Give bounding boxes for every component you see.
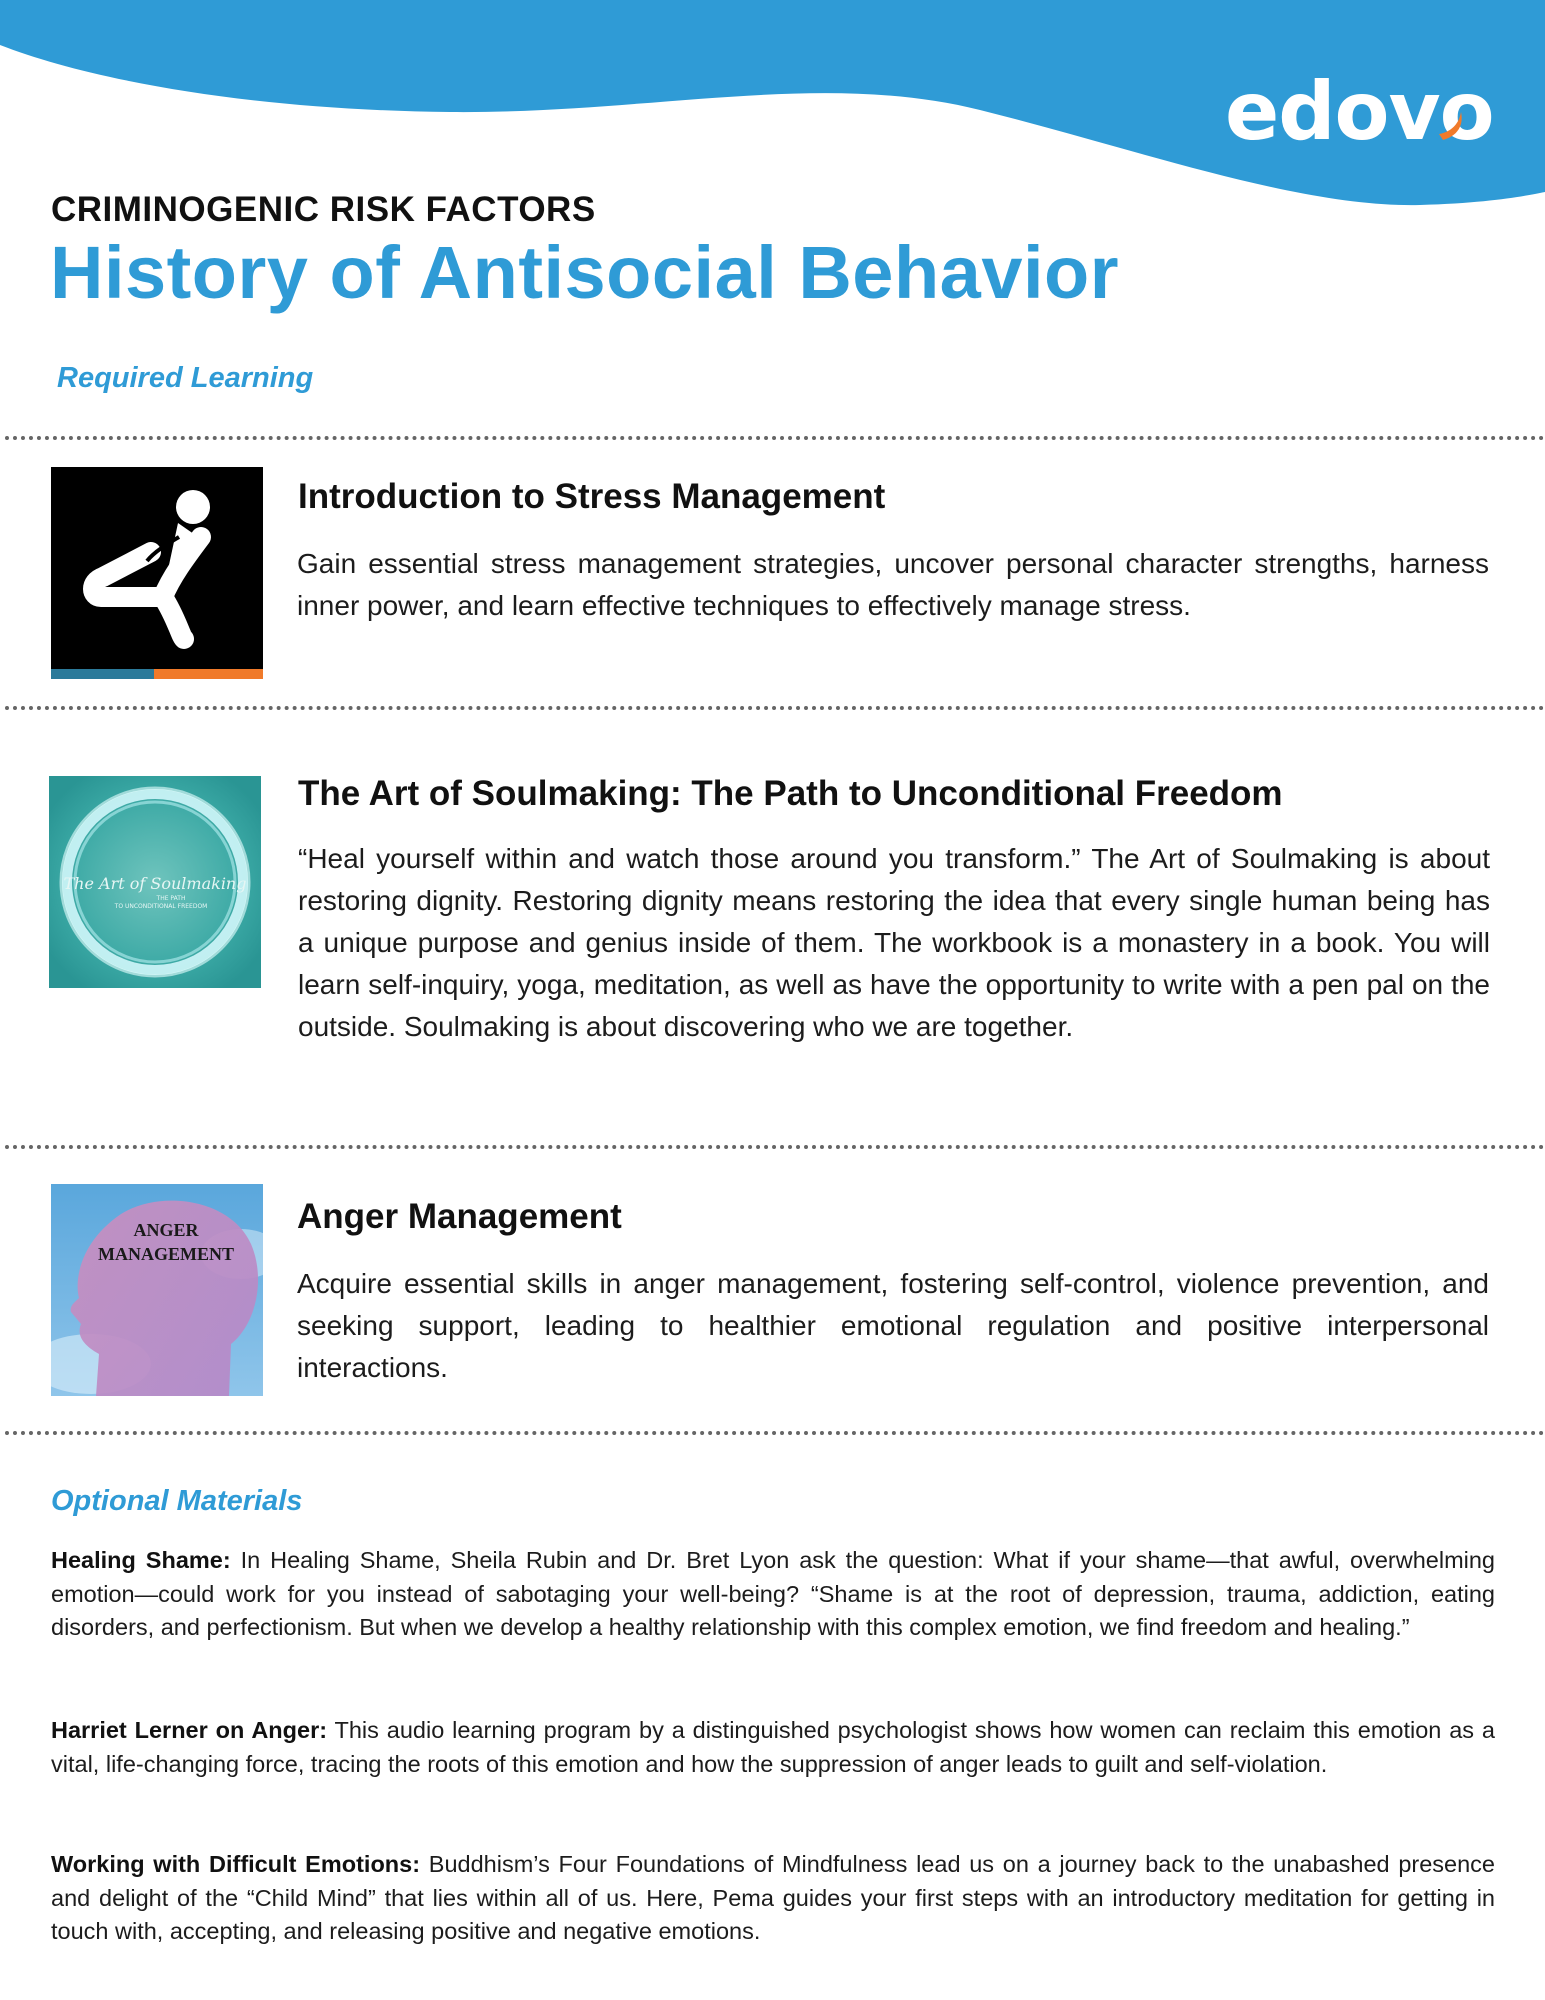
stressed-person-icon xyxy=(51,467,263,679)
anger-management-thumbnail[interactable] xyxy=(51,1184,263,1396)
optional-item-title: Working with Difficult Emotions: xyxy=(51,1851,421,1877)
optional-materials-label: Optional Materials xyxy=(51,1485,303,1517)
divider xyxy=(5,706,1545,710)
anger-thumbnail-line1: ANGER xyxy=(133,1220,199,1240)
divider xyxy=(5,436,1545,440)
edovo-logo: edovo xyxy=(1225,65,1494,158)
divider xyxy=(5,1431,1545,1435)
stress-management-thumbnail[interactable] xyxy=(51,467,263,679)
page-title: History of Antisocial Behavior xyxy=(50,231,1120,314)
optional-item-text: This audio learning program by a distinguished psychologist shows how women can reclaim this emotion as a vital, life-changing force, tracing the roots of this emotion and how the suppression of anger leads to guilt and self-violation. xyxy=(51,1717,1495,1777)
course-title[interactable]: Anger Management xyxy=(297,1197,622,1236)
optional-item-text: Buddhism’s Four Foundations of Mindfulness lead us on a journey back to the unabashed presence and delight of the “Child Mind” that lies within all of us. Here, Pema guides your first steps with an introductory meditation for getting in touch with, accepting, and releasing positive and negative emotions. xyxy=(51,1851,1495,1944)
anger-thumbnail-line2: MANAGEMENT xyxy=(98,1244,234,1264)
optional-item xyxy=(51,1544,1495,1645)
required-learning-label: Required Learning xyxy=(57,362,314,394)
course-description: “Heal yourself within and watch those around you transform.” The Art of Soulmaking is about restoring dignity. Restoring dignity means restoring the idea that every single human being has a unique purpose and genius inside of them. The workbook is a monastery in a book. You will learn self-inquiry, yoga, meditation, as well as have the opportunity to write with a pen pal on the outside. Soulmaking is about discovering who we are together. xyxy=(298,843,1490,1042)
course-description: Acquire essential skills in anger management, fostering self-control, violence prevention, and seeking support, leading to healthier emotional regulation and positive interpersonal interactions. xyxy=(297,1268,1489,1383)
optional-item xyxy=(51,1714,1495,1781)
optional-item-title: Harriet Lerner on Anger: xyxy=(51,1717,328,1743)
soulmaking-thumbnail[interactable] xyxy=(49,776,261,988)
course-title[interactable]: The Art of Soulmaking: The Path to Unconditional Freedom xyxy=(298,774,1283,813)
page-kicker: CRIMINOGENIC RISK FACTORS xyxy=(51,190,596,229)
divider xyxy=(5,1145,1545,1149)
optional-item-text: In Healing Shame, Sheila Rubin and Dr. Bret Lyon ask the question: What if your shame—that awful, overwhelming emotion—could work for you instead of sabotaging your well-being? “Shame is at the root of depression, trauma, addiction, eating disorders, and perfectionism. But when we develop a healthy relationship with this complex emotion, we find freedom and healing.” xyxy=(51,1547,1496,1640)
course-title[interactable]: Introduction to Stress Management xyxy=(298,477,886,516)
soulmaking-thumbnail-subtitle: THE PATH xyxy=(156,895,186,902)
course-description: Gain essential stress management strategies, uncover personal character strengths, harness inner power, and learn effective techniques to effectively manage stress. xyxy=(297,548,1489,621)
optional-item xyxy=(51,1848,1495,1949)
soulmaking-thumbnail-title: The Art of Soulmaking xyxy=(63,874,247,893)
logo-accent-icon xyxy=(1437,106,1465,142)
optional-item-title: Healing Shame: xyxy=(51,1547,231,1573)
soulmaking-thumbnail-subtitle: TO UNCONDITIONAL FREEDOM xyxy=(114,903,208,910)
